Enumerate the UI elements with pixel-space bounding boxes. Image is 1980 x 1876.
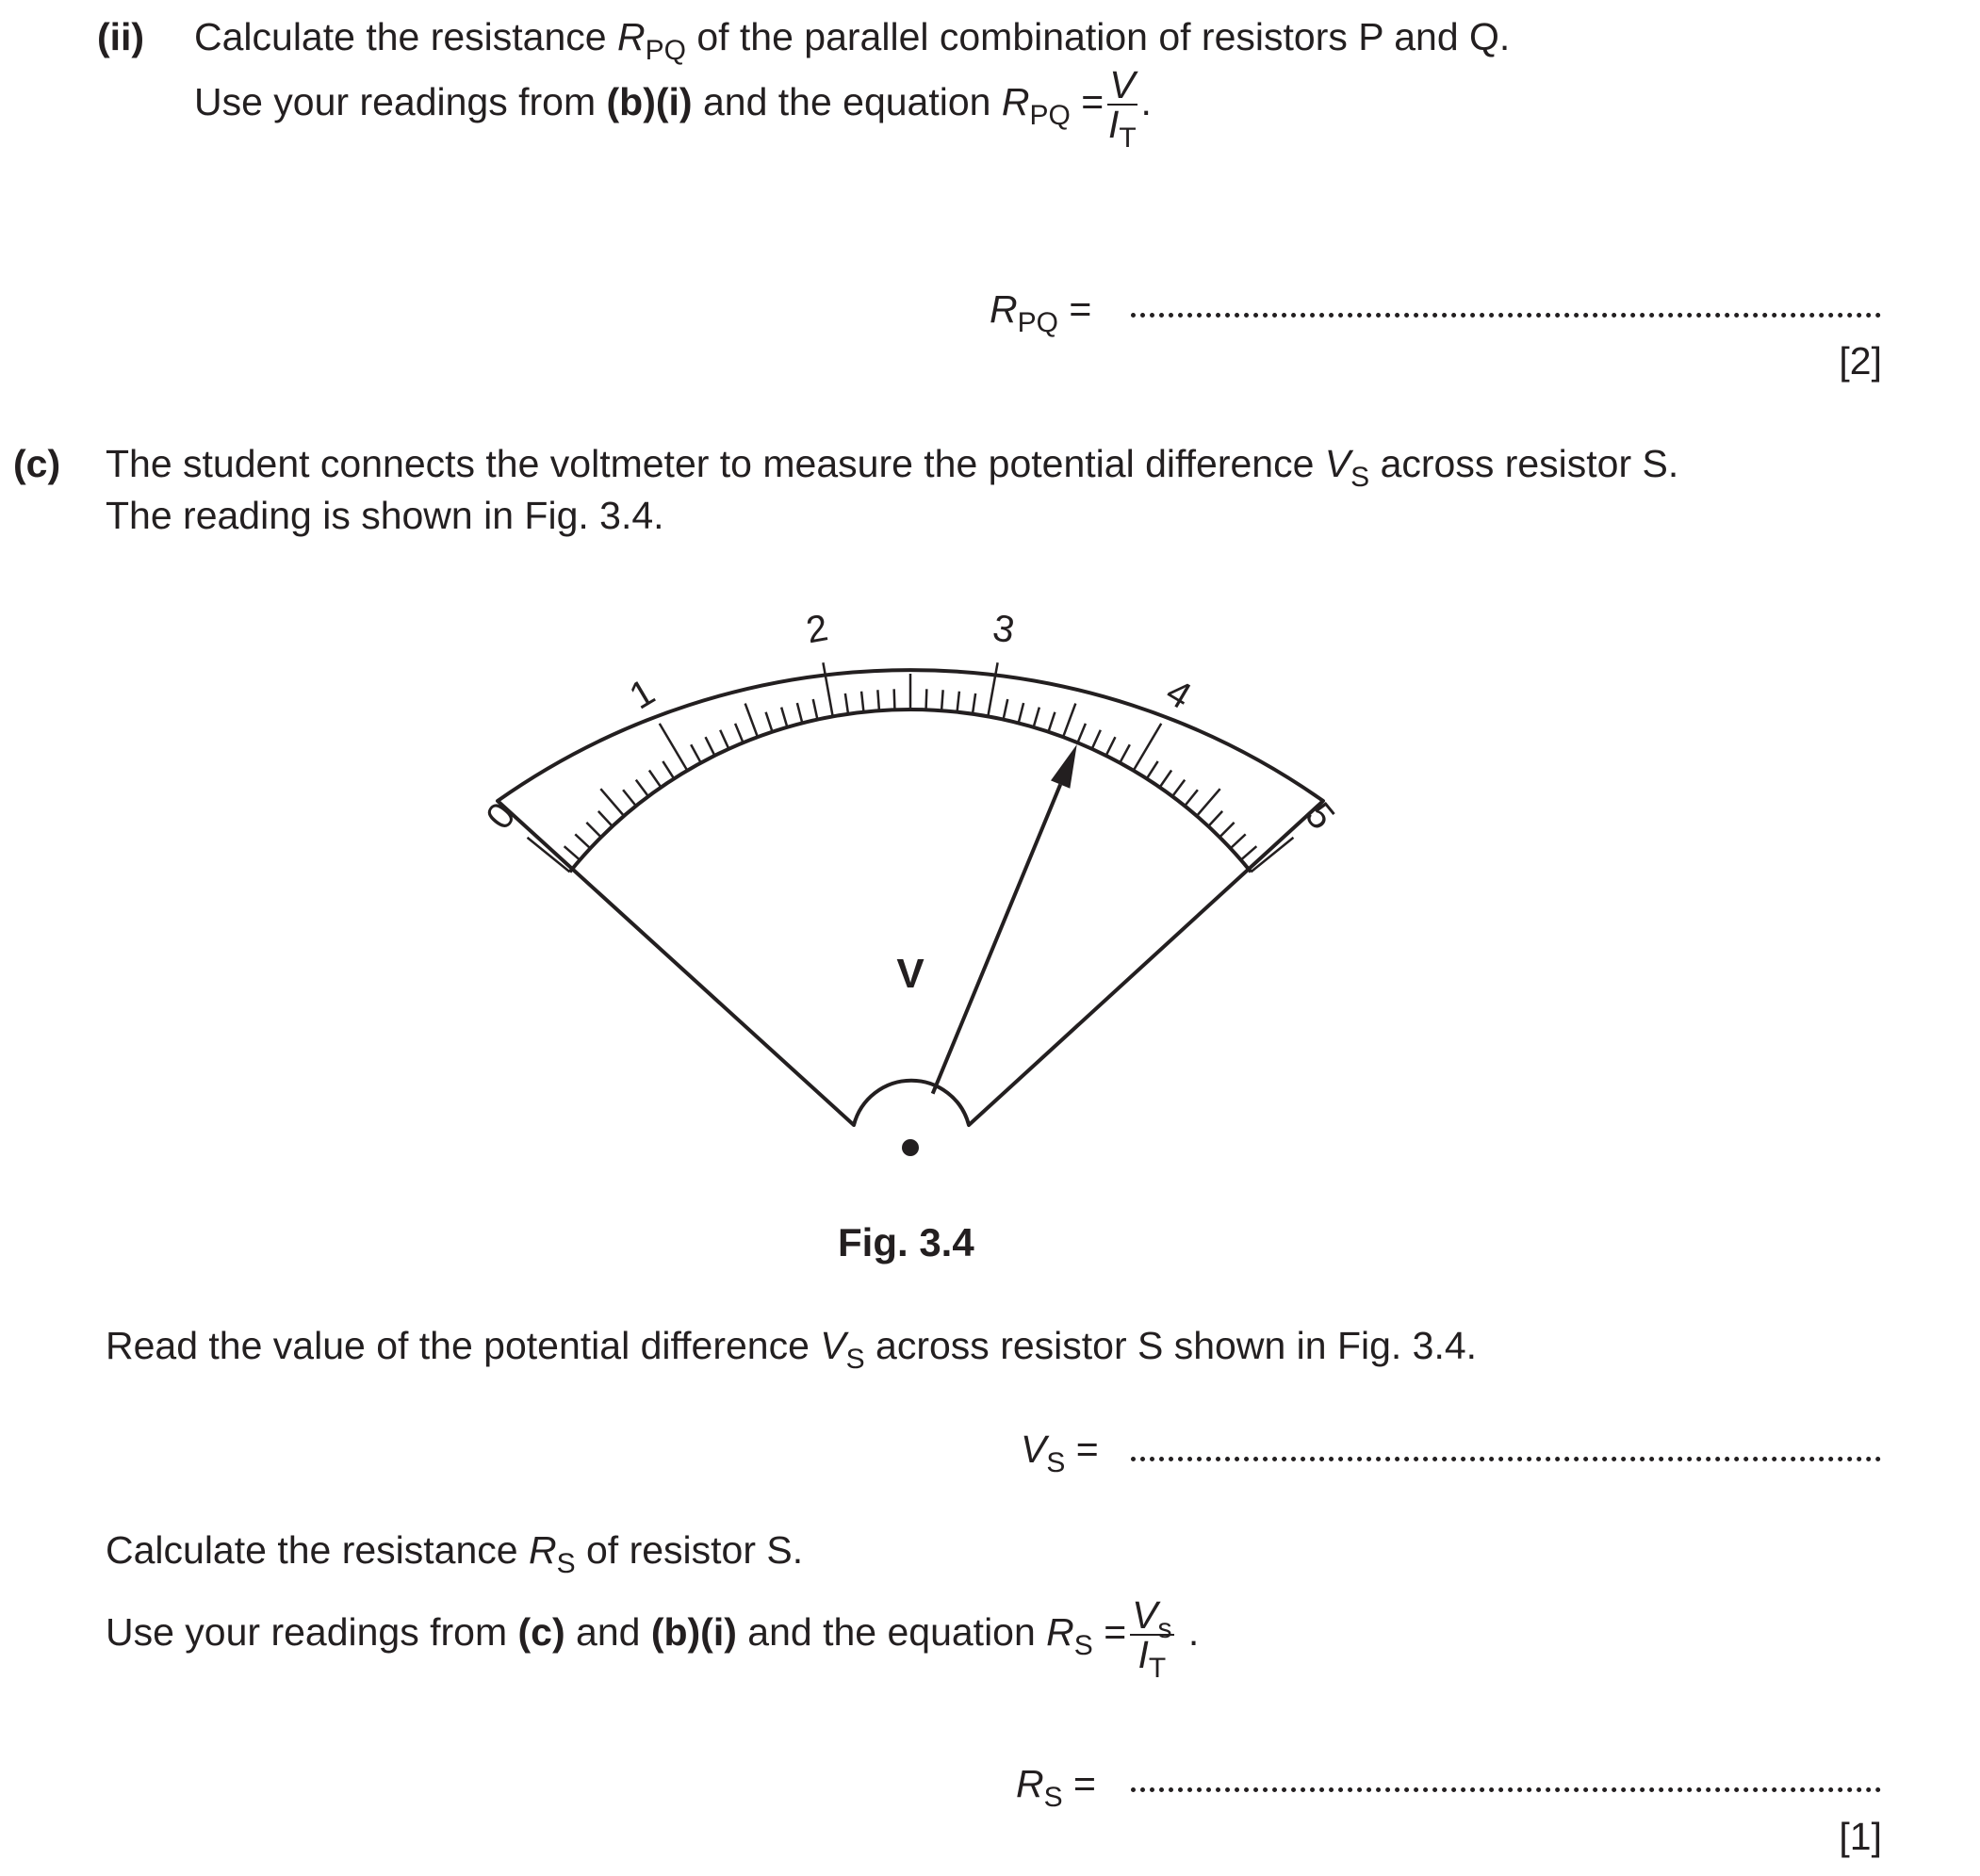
meter-needle-arrowhead — [1051, 744, 1077, 789]
scale-tick — [845, 693, 848, 714]
vs-answer-label: $V_S$ = — [1021, 1427, 1099, 1478]
part-ii-line1: Calculate the resistance $R_{PQ}$ of the parallel combination of resistors P and Q. — [194, 15, 1511, 66]
part-c-line2: The reading is shown in Fig. 3.4. — [106, 494, 664, 537]
scale-tick — [1160, 771, 1172, 788]
meter-unit-label: V — [896, 951, 925, 997]
scale-tick — [781, 708, 787, 727]
part-c-label: (c) — [13, 442, 61, 485]
scale-tick — [663, 761, 674, 779]
scale-tick — [565, 846, 581, 859]
rpq-equation-fraction: $\frac{V}{I_T}$ — [1108, 63, 1137, 155]
scale-tick — [1219, 823, 1235, 838]
scale-label: 3 — [990, 607, 1018, 652]
scale-tick — [1034, 708, 1039, 727]
scale-tick — [600, 789, 624, 816]
use-instruction: Use your readings from (c) and (b)(i) and the equation $R_S$ = $\frac{V_s}{I_T}$ . — [106, 1593, 1200, 1685]
scale-tick — [1004, 699, 1008, 719]
scale-tick — [1147, 761, 1158, 779]
scale-tick — [1251, 838, 1293, 873]
scale-tick — [649, 771, 662, 788]
scale-label: 2 — [803, 607, 831, 652]
scale-tick — [1106, 737, 1116, 756]
scale-tick — [941, 690, 943, 710]
scale-tick — [598, 811, 613, 826]
scale-tick — [528, 838, 570, 873]
scale-tick — [745, 704, 758, 738]
scale-tick — [1063, 704, 1075, 738]
scale-tick — [1185, 790, 1198, 806]
vs-answer-line[interactable] — [1131, 1457, 1881, 1461]
part-ii-marks: [2] — [1839, 339, 1882, 383]
rs-answer-line[interactable] — [1131, 1787, 1881, 1792]
scale-label: 0 — [478, 794, 524, 838]
meter-pivot — [902, 1139, 919, 1156]
scale-tick — [766, 712, 773, 732]
scale-tick — [1048, 712, 1055, 732]
figure-caption: Fig. 3.4 — [838, 1220, 974, 1264]
part-ii-label: (ii) — [97, 15, 145, 58]
rs-answer-label: $R_S$ = — [1016, 1762, 1096, 1813]
scale-tick — [735, 724, 743, 742]
scale-tick — [813, 699, 818, 719]
scale-tick — [575, 834, 590, 848]
scale-tick — [706, 737, 715, 756]
scale-tick — [861, 692, 863, 712]
calc-instruction: Calculate the resistance $R_S$ of resistor S. — [106, 1528, 804, 1579]
scale-tick — [894, 689, 895, 710]
scale-tick — [1241, 846, 1257, 859]
scale-tick — [973, 693, 975, 714]
scale-tick — [636, 780, 648, 797]
scale-tick — [1019, 703, 1023, 723]
scale-label: 4 — [1158, 671, 1199, 718]
scale-tick — [926, 689, 927, 710]
scale-tick — [1197, 789, 1220, 816]
scale-tick — [988, 662, 997, 716]
scale-tick — [1092, 730, 1101, 749]
part-c-line1: The student connects the voltmeter to measure the potential difference $V_S$ across resistor S. — [106, 442, 1679, 493]
scale-tick — [823, 662, 832, 716]
scale-label: 5 — [1297, 794, 1343, 838]
scale-tick — [1231, 834, 1246, 848]
scale-label: 1 — [622, 671, 663, 718]
scale-tick — [1120, 744, 1130, 762]
rpq-answer-label: $R_{PQ}$ = — [990, 287, 1092, 338]
scale-tick — [1172, 780, 1185, 797]
part-c-marks: [1] — [1839, 1815, 1882, 1858]
part-ii-line2: Use your readings from (b)(i) and the equation $R_{PQ}$ = $\frac{V}{I_T}$ . — [194, 63, 1152, 155]
scale-tick — [691, 744, 701, 762]
scale-tick — [957, 692, 959, 712]
meter-needle — [933, 785, 1061, 1094]
scale-labels — [478, 607, 1342, 837]
scale-tick — [877, 690, 879, 710]
scale-tick — [1208, 811, 1222, 826]
scale-arc — [570, 710, 1252, 872]
rs-equation-fraction: $\frac{V_s}{I_T}$ — [1132, 1593, 1172, 1685]
scale-tick — [1077, 724, 1085, 742]
scale-tick — [623, 790, 636, 806]
scale-tick — [797, 703, 802, 723]
scale-tick — [586, 823, 601, 838]
scale-tick — [720, 730, 728, 749]
meter-outline — [498, 670, 1323, 1125]
read-instruction: Read the value of the potential difference $V_S$ across resistor S shown in Fig. 3.4. — [106, 1324, 1478, 1375]
